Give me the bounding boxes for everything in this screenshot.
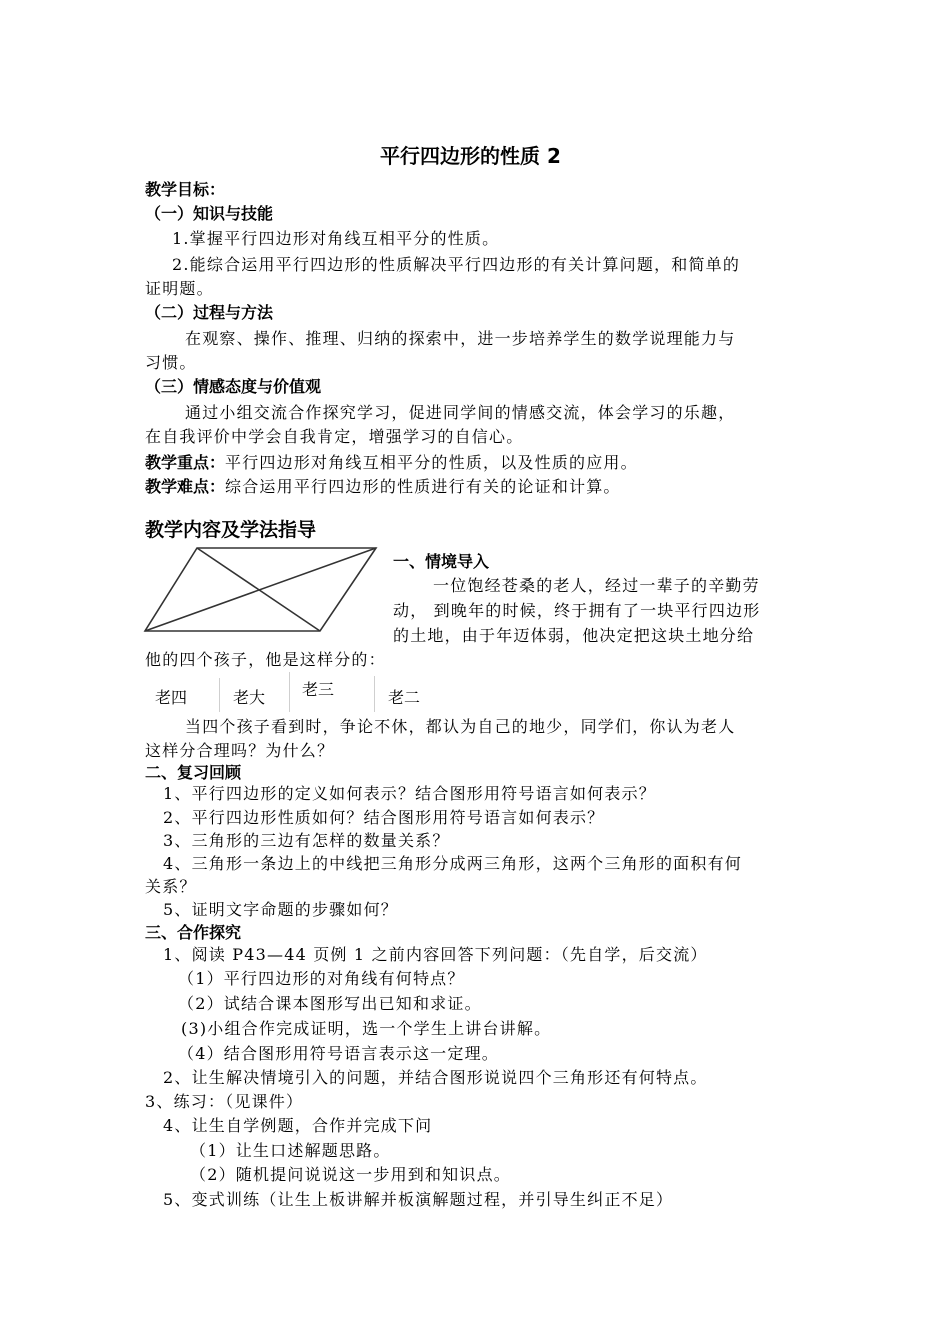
page-title: 平行四边形的性质 2 <box>380 144 561 168</box>
intro-line-4: 他的四个孩子，他是这样分的： <box>145 650 386 669</box>
review-item-1: 1、平行四边形的定义如何表示？结合图形用符号语言如何表示？ <box>163 784 656 803</box>
key-point-text: 平行四边形对角线互相平分的性质，以及性质的应用。 <box>225 453 638 472</box>
explore-subitem-3: (3)小组合作完成证明，选一个学生上讲台讲解。 <box>181 1019 552 1038</box>
explore-item-4-sub-2: （2）随机提问说说这一步用到和知识点。 <box>190 1165 511 1184</box>
intro-heading: 一、情境导入 <box>393 552 490 571</box>
child-label-fourth: 老四 <box>155 688 188 707</box>
explore-subitem-1: （1）平行四边形的对角线有何特点？ <box>178 969 465 988</box>
key-point <box>145 451 638 475</box>
difficulty <box>145 475 621 499</box>
explore-item-2: 2、让生解决情境引入的问题，并结合图形说说四个三角形还有何特点。 <box>163 1068 708 1087</box>
explore-item-3: 3、练习：（见课件） <box>145 1092 304 1111</box>
knowledge-item-2: 2.能综合运用平行四边形的性质解决平行四边形的有关计算问题，和简单的 <box>172 255 741 274</box>
objectives-heading: 教学目标： <box>145 180 226 199</box>
label-divider-2 <box>289 672 290 712</box>
intro-line-1: 一位饱经苍桑的老人，经过一辈子的辛勤劳 <box>433 576 760 595</box>
label-divider-1 <box>219 678 220 712</box>
content-heading: 教学内容及学法指导 <box>145 519 317 541</box>
child-label-eldest: 老大 <box>233 688 266 707</box>
intro-line-3: 的土地，由于年迈体弱，他决定把这块土地分给 <box>393 626 755 645</box>
emotion-heading: （三）情感态度与价值观 <box>145 377 322 396</box>
review-item-5: 5、证明文字命题的步骤如何？ <box>163 900 398 919</box>
intro-line-2: 动， 到晚年的时候，终于拥有了一块平行四边形 <box>393 601 761 620</box>
difficulty-text: 综合运用平行四边形的性质进行有关的论证和计算。 <box>225 477 621 496</box>
review-item-4-cont: 关系？ <box>145 877 197 896</box>
parallelogram-diagram <box>140 543 382 639</box>
key-point-label: 教学重点： <box>145 453 226 472</box>
knowledge-heading: （一）知识与技能 <box>145 204 274 223</box>
review-item-3: 3、三角形的三边有怎样的数量关系？ <box>163 831 450 850</box>
review-item-2: 2、平行四边形性质如何？结合图形用符号语言如何表示？ <box>163 808 605 827</box>
explore-subitem-4: （4）结合图形用符号语言表示这一定理。 <box>178 1044 499 1063</box>
process-line-1: 在观察、操作、推理、归纳的探索中，进一步培养学生的数学说理能力与 <box>185 329 736 348</box>
process-heading: （二）过程与方法 <box>145 303 274 322</box>
intro-question-line-2: 这样分合理吗？为什么？ <box>145 741 335 760</box>
explore-subitem-2: （2）试结合课本图形写出已知和求证。 <box>178 994 482 1013</box>
child-label-third: 老三 <box>302 680 335 699</box>
explore-item-4: 4、让生自学例题，合作并完成下问 <box>163 1116 433 1135</box>
explore-item-1: 1、阅读 P43—44 页例 1 之前内容回答下列问题：（先自学，后交流） <box>163 945 708 964</box>
emotion-line-1: 通过小组交流合作探究学习，促进同学间的情感交流，体会学习的乐趣， <box>185 403 736 422</box>
difficulty-label: 教学难点： <box>145 477 226 496</box>
explore-item-5: 5、变式训练（让生上板讲解并板演解题过程，并引导生纠正不足） <box>163 1190 674 1209</box>
label-divider-3 <box>374 676 375 712</box>
knowledge-item-1: 1.掌握平行四边形对角线互相平分的性质。 <box>172 229 500 248</box>
explore-heading: 三、合作探究 <box>145 923 242 942</box>
explore-item-4-sub-1: （1）让生口述解题思路。 <box>190 1141 391 1160</box>
process-line-2: 习惯。 <box>145 353 197 372</box>
knowledge-item-2-cont: 证明题。 <box>145 279 214 298</box>
review-item-4: 4、三角形一条边上的中线把三角形分成两三角形，这两个三角形的面积有何 <box>163 854 742 873</box>
diagonal-2 <box>145 548 376 631</box>
intro-question-line-1: 当四个孩子看到时，争论不休，都认为自己的地少，同学们，你认为老人 <box>185 717 736 736</box>
child-label-second: 老二 <box>388 688 421 707</box>
review-heading: 二、复习回顾 <box>145 763 242 782</box>
emotion-line-2: 在自我评价中学会自我肯定，增强学习的自信心。 <box>145 427 524 446</box>
